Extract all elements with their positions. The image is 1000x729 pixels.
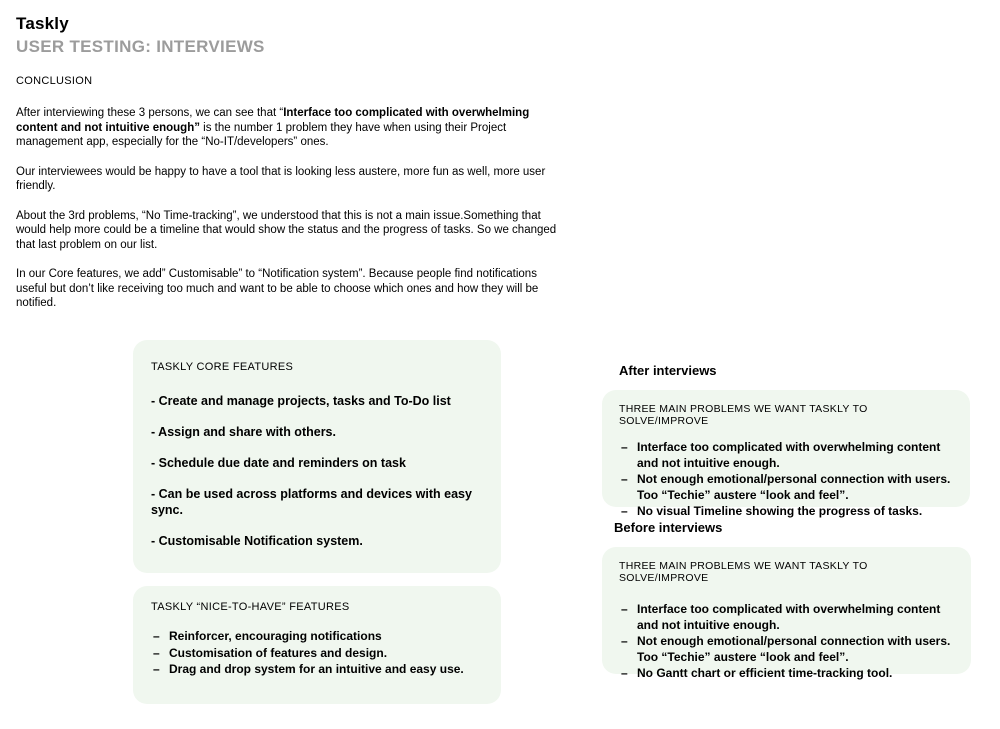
core-feature-item: - Can be used across platforms and devices with easy sync.: [151, 487, 472, 517]
list-item: [619, 504, 956, 520]
nice-to-have-item-text: Customisation of features and design.: [169, 645, 388, 660]
core-feature-item: - Schedule due date and reminders on task: [151, 456, 406, 470]
after-interviews-heading: After interviews: [619, 363, 717, 378]
conclusion-paragraph-3: About the 3rd problems, “No Time-tracking”, we understood that this is not a main issue.Something that would help more could be a timeline that would show the status and the progress of tasks. So we changed that last problem on our list.: [16, 209, 557, 251]
before-problem-text: Interface too complicated with overwhelming content and not intuitive enough.: [637, 602, 941, 632]
list-item: [619, 666, 957, 682]
before-problem-text: Not enough emotional/personal connection with users. Too “Techie” austere “look and feel”.: [637, 634, 951, 664]
list-item: [151, 646, 485, 662]
conclusion-paragraph-1: [16, 106, 561, 150]
after-interviews-card-title: THREE MAIN PROBLEMS WE WANT TASKLY TO SOLVE/IMPROVE: [619, 403, 868, 427]
list-item: [619, 602, 957, 633]
before-interviews-heading: Before interviews: [614, 520, 723, 535]
list-item: [151, 662, 485, 678]
dash-bullet: –: [621, 602, 628, 616]
page-subtitle: USER TESTING: INTERVIEWS: [16, 37, 265, 56]
dash-bullet: –: [621, 666, 628, 680]
nice-to-have-card: [133, 586, 501, 704]
after-problem-text: Interface too complicated with overwhelming content and not intuitive enough.: [637, 440, 941, 470]
after-interviews-card: [602, 390, 970, 518]
nice-to-have-item-text: Reinforcer, encouraging notifications: [169, 629, 382, 643]
core-feature-item: - Assign and share with others.: [151, 425, 336, 439]
page-title: Taskly: [16, 14, 69, 33]
dash-bullet: –: [621, 472, 628, 486]
dash-bullet: –: [153, 662, 160, 676]
conclusion-paragraph-4: In our Core features, we add” Customisable” to “Notification system”. Because people find notifications useful but don’t like receiving too much and want to be able to choose which ones and how they will be notified.: [16, 268, 539, 309]
before-interviews-card: [602, 547, 971, 680]
nice-to-have-item-text: Drag and drop system for an intuitive and easy use.: [169, 662, 464, 676]
after-problem-text: No visual Timeline showing the progress of tasks.: [637, 504, 923, 518]
paragraph-bold-text: Interface too complicated with overwhelming content and not intuitive enough”: [16, 107, 530, 134]
list-item: [151, 629, 485, 645]
dash-bullet: –: [621, 504, 628, 518]
paragraph-text: After interviewing these 3 persons, we can see that “: [16, 107, 284, 119]
dash-bullet: –: [621, 634, 628, 648]
before-interviews-card-title: THREE MAIN PROBLEMS WE WANT TASKLY TO SOLVE/IMPROVE: [619, 560, 868, 584]
core-features-card-title: TASKLY CORE FEATURES: [151, 361, 294, 373]
core-feature-item: - Customisable Notification system.: [151, 534, 363, 548]
before-problem-text: No Gantt chart or efficient time-tracking tool.: [637, 666, 893, 680]
list-item: [619, 440, 956, 471]
nice-to-have-card-title: TASKLY “NICE-TO-HAVE” FEATURES: [151, 601, 350, 613]
list-item: [619, 472, 956, 503]
dash-bullet: –: [153, 645, 160, 660]
after-problem-text: Not enough emotional/personal connection with users. Too “Techie” austere “look and feel”.: [637, 472, 951, 502]
conclusion-paragraph-2: Our interviewees would be happy to have a tool that is looking less austere, more fun as well, more user friendly.: [16, 165, 546, 192]
core-feature-item: - Create and manage projects, tasks and To-Do list: [151, 394, 451, 408]
conclusion-heading: CONCLUSION: [16, 75, 93, 87]
list-item: [619, 634, 957, 665]
core-features-card: [133, 340, 501, 573]
conclusion-section: [16, 75, 561, 326]
paragraph-text: is the number 1 problem they have when using their Project management app, especially for the “No-IT/developers” ones.: [16, 121, 507, 148]
dash-bullet: –: [153, 629, 160, 643]
dash-bullet: –: [621, 440, 628, 454]
